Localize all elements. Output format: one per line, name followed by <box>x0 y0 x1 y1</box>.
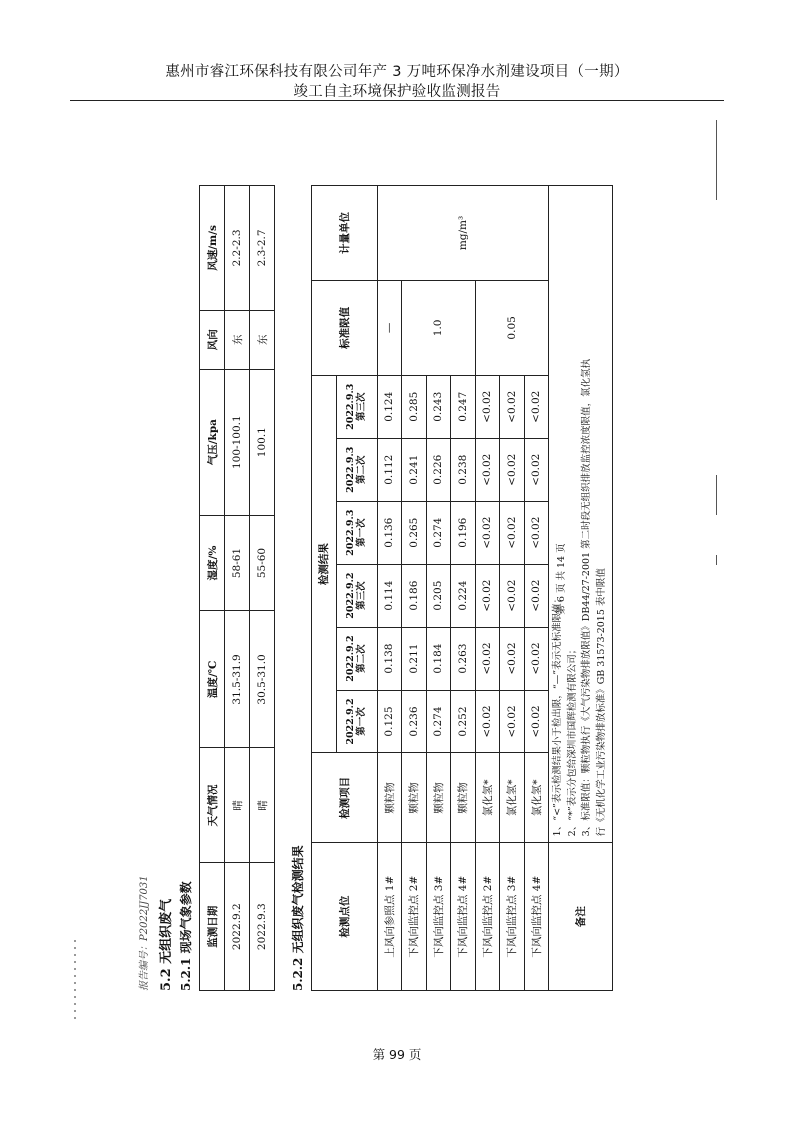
unit-cell: mg/m³ <box>377 186 549 281</box>
sub-header <box>336 438 377 501</box>
sub-header-round: 第三次 <box>355 581 367 610</box>
table-header: 温度/℃ <box>200 611 225 748</box>
value-cell: <0.02 <box>475 438 500 501</box>
sub-header-date: 2022.9.2 <box>344 635 356 682</box>
value-cell: <0.02 <box>500 627 525 690</box>
value-cell: 0.124 <box>377 375 402 438</box>
header-line-1: 惠州市睿江环保科技有限公司年产 3 万吨环保净水剂建设项目（一期） <box>165 64 629 80</box>
table-row <box>377 186 402 991</box>
table-cell: 晴 <box>225 748 250 863</box>
limit-cell: 1.0 <box>402 280 476 375</box>
value-cell: <0.02 <box>500 564 525 627</box>
value-cell: <0.02 <box>500 501 525 564</box>
item-cell: 颗粒物 <box>451 753 476 843</box>
header-line-2: 竣工自主环境保护验收监测报告 <box>293 84 501 100</box>
value-cell: <0.02 <box>524 690 549 753</box>
table-header: 天气情况 <box>200 748 225 863</box>
scan-mark <box>716 475 717 515</box>
value-cell: 0.114 <box>377 564 402 627</box>
value-cell: 0.196 <box>451 501 476 564</box>
sub-header-date: 2022.9.3 <box>344 446 356 493</box>
value-cell: 0.205 <box>426 564 451 627</box>
table-cell: 100-100.1 <box>225 369 250 515</box>
value-cell: 0.125 <box>377 690 402 753</box>
value-cell: 0.112 <box>377 438 402 501</box>
sub-header-date: 2022.9.2 <box>344 698 356 745</box>
value-cell: <0.02 <box>500 375 525 438</box>
value-cell: <0.02 <box>524 375 549 438</box>
value-cell: 0.247 <box>451 375 476 438</box>
item-cell: 氯化氢* <box>475 753 500 843</box>
results-title: 5.2.2 无组织废气检测结果 <box>291 845 305 991</box>
value-cell: <0.02 <box>500 690 525 753</box>
value-cell: <0.02 <box>524 627 549 690</box>
sub-header-round: 第三次 <box>355 392 367 422</box>
point-cell: 上风向参照点 1# <box>377 843 402 991</box>
table-header: 监测日期 <box>200 863 225 991</box>
page-footer: 第 99 页 <box>372 1047 422 1062</box>
sub-header-date: 2022.9.2 <box>344 572 356 619</box>
table-row <box>250 186 275 991</box>
value-cell: <0.02 <box>524 438 549 501</box>
value-cell: 0.265 <box>402 501 427 564</box>
table-header: 风速/m/s <box>200 186 225 311</box>
table-cell: 100.1 <box>250 369 275 515</box>
limit-cell: 0.05 <box>475 280 549 375</box>
value-cell: 0.274 <box>426 690 451 753</box>
point-cell: 下风向监控点 4# <box>524 843 549 991</box>
table-cell: 2.3-2.7 <box>250 186 275 311</box>
sub-header-round: 第一次 <box>355 707 367 736</box>
unit-header: 计量单位 <box>312 186 378 281</box>
value-cell: <0.02 <box>475 690 500 753</box>
table-cell: 东 <box>225 310 250 369</box>
item-cell: 颗粒物 <box>402 753 427 843</box>
value-cell: 0.224 <box>451 564 476 627</box>
sub-header <box>336 501 377 564</box>
value-cell: 0.238 <box>451 438 476 501</box>
value-cell: <0.02 <box>475 501 500 564</box>
value-cell: 0.211 <box>402 627 427 690</box>
report-number: 报告编号：P2022JJ7031 <box>139 875 150 991</box>
sub-header-date: 2022.9.3 <box>344 509 356 556</box>
note-line: 行《无机化学工业污染物排放标准》GB 31573-2015 表中限值 <box>596 568 608 837</box>
item-cell: 颗粒物 <box>426 753 451 843</box>
note-line: 2、“*”表示分包给深圳市国辉检测有限公司； <box>566 644 578 837</box>
item-cell: 颗粒物 <box>377 753 402 843</box>
value-cell: <0.02 <box>475 564 500 627</box>
note-line: 1、“<”表示检测结果小于检出限，“—”表示无标准限值； <box>552 593 563 837</box>
table-cell: 2.2-2.3 <box>225 186 250 311</box>
table-cell: 晴 <box>250 748 275 863</box>
sub-header-round: 第二次 <box>355 644 367 673</box>
scan-mark <box>716 555 717 565</box>
value-cell: 0.236 <box>402 690 427 753</box>
sub-header <box>336 375 377 438</box>
value-cell: 0.136 <box>377 501 402 564</box>
note-line: 3、标准限值：颗粒物执行《大气污染物排放限值》DB44/27-2001 第二时段无组织排放监控浓度限值，氯化氢执 <box>581 358 593 837</box>
value-cell: 0.241 <box>402 438 427 501</box>
table-cell: 31.5-31.9 <box>225 611 250 748</box>
table-header: 气压/kpa <box>200 369 225 515</box>
table-header-row <box>312 186 337 991</box>
table-header-row <box>200 186 225 991</box>
table-cell: 2022.9.3 <box>250 863 275 991</box>
scan-mark <box>716 120 717 200</box>
table-header: 风向 <box>200 310 225 369</box>
point-cell: 下风向监控点 3# <box>426 843 451 991</box>
item-cell: 氯化氢* <box>524 753 549 843</box>
value-cell: <0.02 <box>475 375 500 438</box>
item-header: 检测项目 <box>312 753 378 843</box>
header-divider <box>70 100 724 101</box>
point-cell: 下风向监控点 2# <box>475 843 500 991</box>
value-cell: 0.138 <box>377 627 402 690</box>
table-cell: 30.5-31.0 <box>250 611 275 748</box>
notes-label: 备注 <box>549 843 613 991</box>
sub-header-date: 2022.9.3 <box>344 383 356 430</box>
table-cell: 2022.9.2 <box>225 863 250 991</box>
limit-cell: — <box>377 280 402 375</box>
inner-page-number: 第 6 页 共 14 页 <box>556 543 567 615</box>
value-cell: <0.02 <box>500 438 525 501</box>
sub-header <box>336 627 377 690</box>
section-title: 5.2 无组织废气 <box>159 898 174 991</box>
value-cell: 0.285 <box>402 375 427 438</box>
table-row <box>225 186 250 991</box>
weather-table <box>199 185 275 991</box>
scan-dots <box>74 940 76 1020</box>
table-row <box>402 186 427 991</box>
sub-header <box>336 564 377 627</box>
table-cell: 东 <box>250 310 275 369</box>
sub-header-round: 第一次 <box>355 518 367 547</box>
value-cell: 0.274 <box>426 501 451 564</box>
table-cell: 55-60 <box>250 515 275 611</box>
table-row <box>475 186 500 991</box>
rotated-page-content <box>127 149 608 1009</box>
value-cell: <0.02 <box>475 627 500 690</box>
item-cell: 氯化氢* <box>500 753 525 843</box>
value-cell: 0.226 <box>426 438 451 501</box>
results-header: 检测结果 <box>312 375 337 753</box>
value-cell: 0.186 <box>402 564 427 627</box>
sub-header-round: 第二次 <box>355 455 367 484</box>
value-cell: 0.243 <box>426 375 451 438</box>
limit-header: 标准限值 <box>312 280 378 375</box>
point-cell: 下风向监控点 3# <box>500 843 525 991</box>
value-cell: <0.02 <box>524 501 549 564</box>
value-cell: 0.252 <box>451 690 476 753</box>
table-cell: 58-61 <box>225 515 250 611</box>
point-cell: 下风向监控点 4# <box>451 843 476 991</box>
point-cell: 下风向监控点 2# <box>402 843 427 991</box>
weather-title: 5.2.1 现场气象参数 <box>179 881 193 991</box>
point-header: 检测点位 <box>312 843 378 991</box>
value-cell: 0.263 <box>451 627 476 690</box>
results-table <box>311 185 613 991</box>
sub-header <box>336 690 377 753</box>
value-cell: 0.184 <box>426 627 451 690</box>
value-cell: <0.02 <box>524 564 549 627</box>
table-header: 湿度/% <box>200 515 225 611</box>
